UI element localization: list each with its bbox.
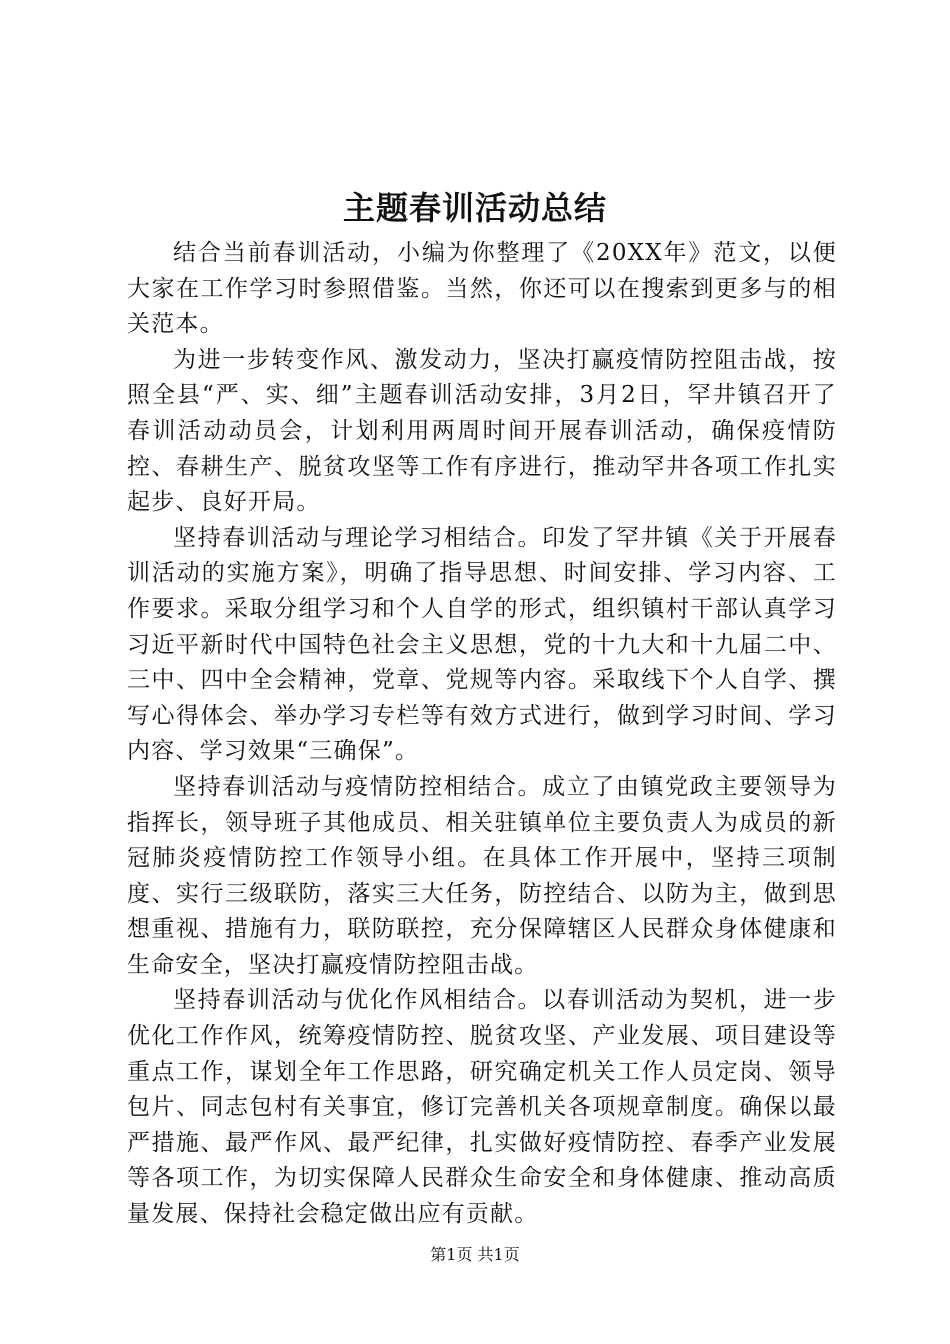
- body-paragraph: 坚持春训活动与疫情防控相结合。成立了由镇党政主要领导为指挥长，领导班子其他成员、相关驻镇单位主要负责人为成员的新冠肺炎疫情防控工作领导小组。在具体工作开展中，坚持三项制度、实行三级联防，落实三大任务，防控结合、以防为主，做到思想重视、措施有力，联防联控，充分保障辖区人民群众身体健康和生命安全，坚决打赢疫情防控阻击战。: [127, 773, 837, 978]
- body-paragraph: 坚持春训活动与理论学习相结合。印发了罕井镇《关于开展春训活动的实施方案》，明确了指导思想、时间安排、学习内容、工作要求。采取分组学习和个人自学的形式，组织镇村干部认真学习习近平新时代中国特色社会主义思想，党的十九大和十九届二中、三中、四中全会精神，党章、党规等内容。采取线下个人自学、撰写心得体会、举办学习专栏等有效方式进行，做到学习时间、学习内容、学习效果“三确保”。: [127, 524, 837, 765]
- body-paragraph: 坚持春训活动与优化作风相结合。以春训活动为契机，进一步优化工作作风，统筹疫情防控、脱贫攻坚、产业发展、项目建设等重点工作，谋划全年工作思路，研究确定机关工作人员定岗、领导包片、同志包村有关事宜，修订完善机关各项规章制度。确保以最严措施、最严作风、最严纪律，扎实做好疫情防控、春季产业发展等各项工作，为切实保障人民群众生命安全和身体健康、推动高质量发展、保持社会稳定做出应有贡献。: [127, 987, 837, 1228]
- body-paragraph: 为进一步转变作风、激发动力，坚决打赢疫情防控阻击战，按照全县“严、实、细”主题春训活动安排，3月2日，罕井镇召开了春训活动动员会，计划利用两周时间开展春训活动，确保疫情防控、春耕生产、脱贫攻坚等工作有序进行，推动罕井各项工作扎实起步、良好开局。: [127, 346, 837, 516]
- document-title: 主题春训活动总结: [342, 189, 607, 227]
- intro-paragraph: 结合当前春训活动，小编为你整理了《20XX年》范文，以便大家在工作学习时参照借鉴。当然，你还可以在搜索到更多与的相关范本。: [127, 240, 837, 338]
- document-body: [127, 236, 837, 1233]
- page-number-footer: 第1页 共1页: [430, 1245, 520, 1264]
